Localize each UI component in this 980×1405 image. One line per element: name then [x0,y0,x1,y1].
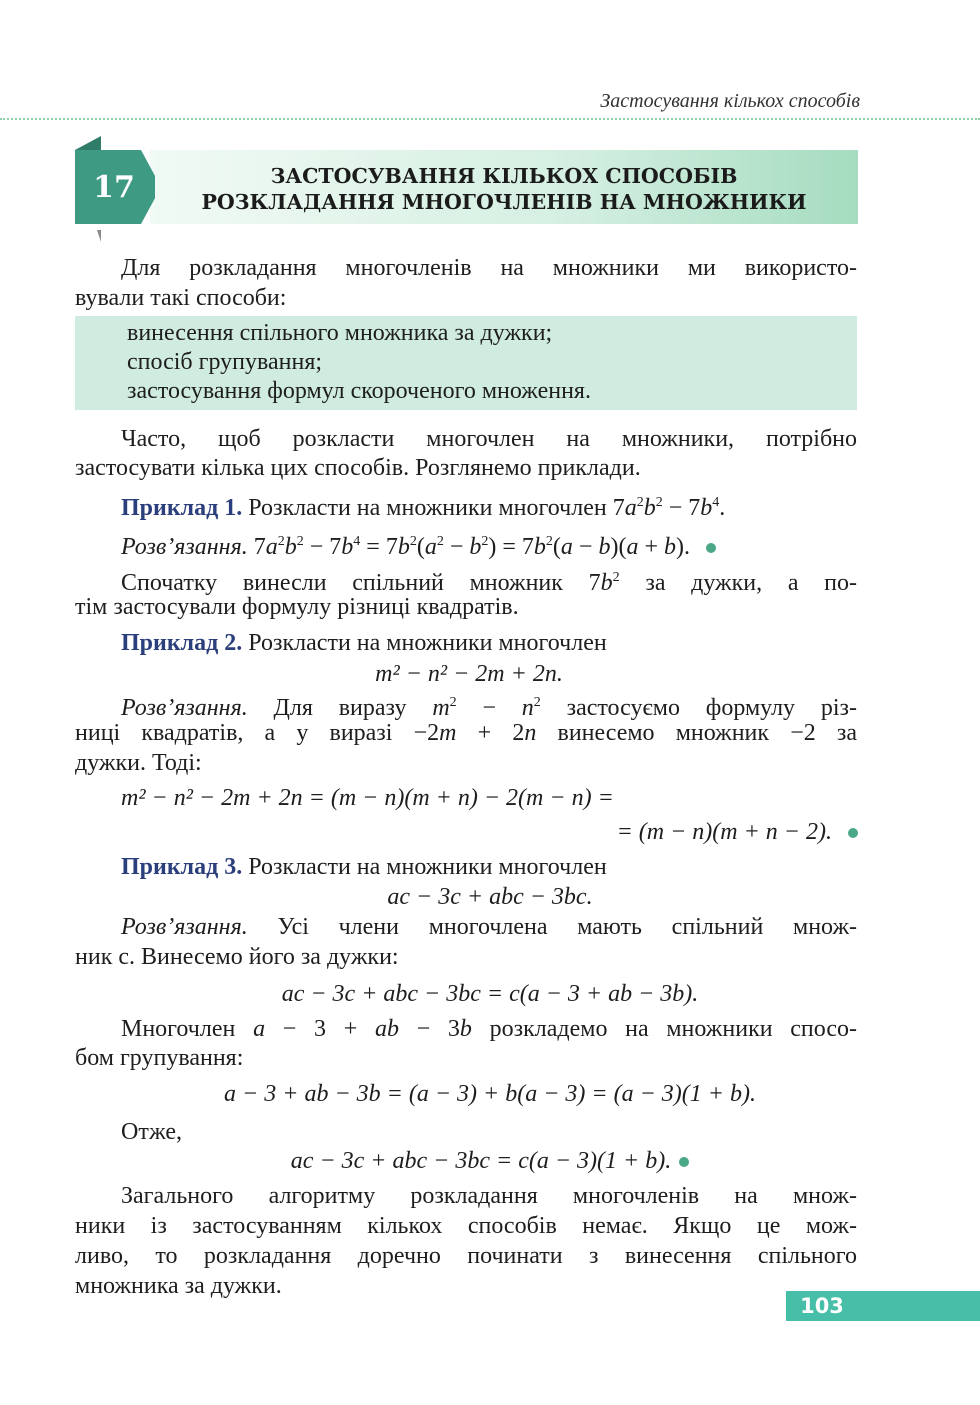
example-3-grouping-expression: a − 3 + ab − 3b [253,1016,472,1042]
conclusion-line: ливо, то розкладання доречно починати з винесення спільного [75,1243,857,1269]
example-2-equation-2-text: = (m − n)(m + n − 2). [616,819,832,845]
example-2-solution-text: застосуємо формулу різ- [566,695,857,721]
example-3-task [121,852,607,882]
example-1-task [121,488,725,523]
example-3-grouping-text: розкладемо на множники спосо- [489,1016,858,1042]
method-item: застосування формул скороченого множення. [127,378,591,404]
example-3-label: Приклад 3. [121,854,243,880]
example-1-expression: $7a^2b^2 - 7b^4$. [612,495,726,521]
section-title-band [150,150,858,224]
example-2-equation-1: m² − n² − 2m + 2n = (m − n)(m + n) − 2(m − n) = [121,785,614,811]
example-3-grouping-line-1 [121,1014,857,1044]
intro-line-2: вували такі способи: [75,285,287,311]
example-1-comment-text: Спочатку винесли спільний множник [121,570,563,596]
conclusion-line: множника за дужки. [75,1273,282,1299]
example-2-task-text: Розкласти на множники многочлен [248,630,607,656]
intro-line-1: Для розкладання многочленів на множники ми використо- [121,255,857,281]
paragraph-line: Часто, щоб розкласти многочлен на множники, потрібно [121,426,857,452]
page-number: 103 [800,1294,844,1318]
example-3-solution-text: Усі члени многочлена мають спільний множ- [277,914,858,940]
end-of-solution-marker [679,1157,689,1167]
example-2-solution-text: Для виразу [273,695,407,721]
example-1-label: Приклад 1. [121,495,243,521]
example-3-expression: ac − 3c + abc − 3bc. [387,884,593,910]
section-title-line-1: ЗАСТОСУВАННЯ КІЛЬКОХ СПОСОБІВ [270,164,738,188]
example-2-label: Приклад 2. [121,630,243,656]
example-1-common-factor: $7b^2$ [588,570,620,596]
paragraph-line: застосувати кілька цих способів. Розглянемо приклади. [75,455,641,481]
example-2-difference-of-squares: $m^2 - n^2$ [432,695,541,721]
example-2-subexpression: −2m + 2n [413,720,537,746]
example-2-solution-line-2 [75,718,857,748]
example-3-equation-1: ac − 3c + abc − 3bc = c(a − 3 + ab − 3b). [281,981,699,1007]
example-3-therefore: Отже, [121,1119,183,1145]
example-3-equation-3-text: ac − 3c + abc − 3bc = c(a − 3)(1 + b). [290,1148,672,1174]
example-2-equation-2 [617,817,858,847]
example-2-task [121,628,607,658]
solution-label: Розв’язання. [121,534,248,560]
solution-label: Розв’язання. [121,695,248,721]
running-head: Застосування кількох способів [600,90,860,112]
end-of-solution-marker [848,828,858,838]
end-of-solution-marker [706,543,716,553]
example-1-solution-formula: $7a^2b^2 - 7b^4 = 7b^2(a^2 - b^2) = 7b^2(a - b)(a + b)$. [253,534,690,560]
conclusion-line: ники із застосуванням кількох способів немає. Якщо це мож- [75,1213,857,1239]
example-3-solution-line-1 [121,912,857,942]
example-2-solution-text: ниці квадратів, а у виразі [75,720,393,746]
example-2-solution-line-3: дужки. Тоді: [75,750,202,776]
solution-label: Розв’язання. [121,914,248,940]
example-1-task-text: Розкласти на множники многочлен [248,495,607,521]
section-title-line-2: РОЗКЛАДАННЯ МНОГОЧЛЕНІВ НА МНОЖНИКИ [201,190,807,214]
example-3-grouping-line-2: бом групування: [75,1045,244,1071]
example-1-comment-text: за дужки, а по- [645,570,858,596]
example-3-equation-2: a − 3 + ab − 3b = (a − 3) + b(a − 3) = (a − 3)(1 + b). [224,1081,756,1107]
example-1-comment-line-2: тім застосували формулу різниці квадратів. [75,594,519,620]
example-3-equation-3 [0,1146,980,1176]
section-number: 17 [93,170,135,205]
example-3-task-text: Розкласти на множники многочлен [248,854,607,880]
example-1-solution [121,527,716,562]
example-2-expression: m² − n² − 2m + 2n. [375,661,563,687]
method-item: спосіб групування; [127,349,323,375]
example-3-solution-line-2: ник c. Винесемо його за дужки: [75,944,399,970]
method-item: винесення спільного множника за дужки; [127,320,553,346]
example-3-grouping-text: Многочлен [121,1016,236,1042]
header-divider [0,118,980,120]
conclusion-line: Загального алгоритму розкладання многочленів на множ- [121,1183,857,1209]
example-2-solution-text: винесемо множник −2 за [557,720,858,746]
